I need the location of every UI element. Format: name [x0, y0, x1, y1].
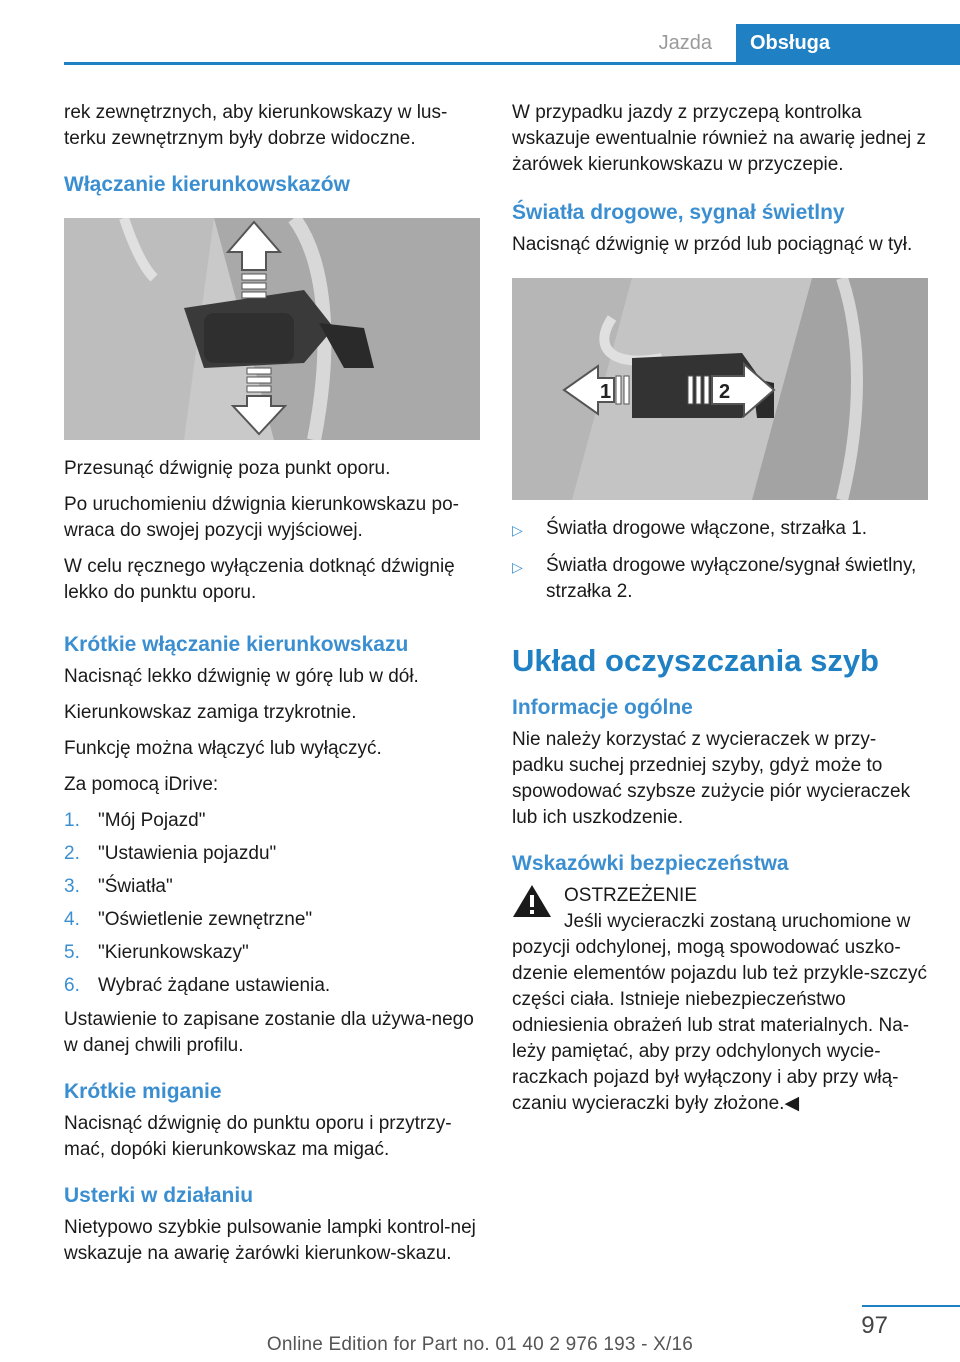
text-p3: W celu ręcznego wyłączenia dotknąć dźwignię lekko do punktu oporu. — [64, 556, 455, 603]
high-beam-list — [512, 516, 928, 605]
list-item — [512, 516, 928, 543]
text-trailer: W przypadku jazdy z przyczepą kontrolka wskazuje ewentualnie również na awarię jednej z żarówek kierunkowskazu w przyczepie. — [512, 102, 927, 175]
warning-text: pozycji odchylonej, mogą spowodować uszko‐dzenie elementów pojazdu lub też przykle‐szczyć części ciała. Istnieje niebezpieczeństwo odniesienia obrażeń lub strat materialnych. Na‐leży pamiętać, aby przy odchylonych wycie‐raczkach pojazd był wyłączony i aby przy włą‐czaniu wycieraczki były złożone.◀ — [512, 937, 928, 1114]
triangle-icon: ▷ — [512, 522, 523, 538]
step-text: "Ustawienia pojazdu" — [98, 843, 277, 864]
warning-title: OSTRZEŻENIE — [564, 885, 698, 906]
step-text: "Kierunkowskazy" — [98, 942, 249, 963]
warning-icon — [512, 883, 552, 919]
step-number: 3. — [64, 876, 80, 897]
heading-wlaczanie: Włączanie kierunkowskazów — [64, 173, 350, 196]
list-item — [64, 940, 480, 966]
text-p6: Funkcję można włączyć lub wyłączyć. — [64, 738, 382, 759]
tab-jazda[interactable]: Jazda — [658, 32, 712, 54]
heading-wskazowki: Wskazówki bezpieczeństwa — [512, 852, 789, 875]
heading-swiatla: Światła drogowe, sygnał świetlny — [512, 201, 845, 224]
step-number: 2. — [64, 843, 80, 864]
step-number: 4. — [64, 909, 80, 930]
text-informacje: Nie należy korzystać z wycieraczek w przy‐padku suchej przedniej szyby, gdyż może to spowodować szybsze zużycie piór wycieraczek lub ich uszkodzenie. — [512, 729, 911, 828]
bullet-text: Światła drogowe włączone, strzałka 1. — [546, 518, 868, 539]
list-item — [64, 808, 480, 834]
text-p9: Nacisnąć dźwignię do punktu oporu i przytrzy‐mać, dopóki kierunkowskaz ma migać. — [64, 1113, 452, 1160]
step-text: "Światła" — [98, 876, 173, 897]
turn-signal-lever-photo — [64, 218, 480, 440]
bullet-text: Światła drogowe wyłączone/sygnał świetlny, strzałka 2. — [546, 555, 917, 602]
idrive-steps — [64, 808, 480, 999]
page-number: 97 — [861, 1312, 888, 1339]
warning-first-line: Jeśli wycieraczki zostaną uruchomione w — [564, 911, 911, 932]
text-p7: Za pomocą iDrive: — [64, 774, 219, 795]
text-p4: Nacisnąć lekko dźwignię w górę lub w dół. — [64, 666, 419, 687]
list-item — [512, 553, 928, 605]
intro-text: rek zewnętrznych, aby kierunkowskazy w lus‐terku zewnętrznym były dobrze widoczne. — [64, 102, 448, 149]
step-number: 6. — [64, 975, 80, 996]
footer-rule — [862, 1305, 960, 1307]
tab-obsluga[interactable]: Obsługa — [736, 24, 960, 62]
heading-uklad: Układ oczyszczania szyb — [512, 643, 879, 678]
list-item — [64, 874, 480, 900]
list-item — [64, 841, 480, 867]
step-text: "Mój Pojazd" — [98, 810, 206, 831]
heading-usterki: Usterki w działaniu — [64, 1184, 254, 1207]
heading-informacje: Informacje ogólne — [512, 696, 693, 719]
text-p5: Kierunkowskaz zamiga trzykrotnie. — [64, 702, 357, 723]
list-item — [64, 973, 480, 999]
text-p1: Przesunąć dźwignię poza punkt oporu. — [64, 458, 391, 479]
warning-block — [512, 883, 928, 935]
step-number: 5. — [64, 942, 80, 963]
heading-miganie: Krótkie miganie — [64, 1080, 222, 1103]
arrow-label-1: 1 — [600, 381, 612, 403]
list-item — [64, 907, 480, 933]
arrow-label-2: 2 — [719, 381, 731, 403]
text-p2: Po uruchomieniu dźwignia kierunkowskazu po‐wraca do swojej pozycji wyjściowej. — [64, 494, 459, 541]
edition-footer: Online Edition for Part no. 01 40 2 976 193 - X/16 — [266, 1334, 694, 1355]
right-column — [512, 100, 928, 1127]
heading-krotkie: Krótkie włączanie kierunkowskazu — [64, 633, 409, 656]
step-text: Wybrać żądane ustawienia. — [98, 975, 331, 996]
left-column — [64, 100, 480, 1277]
step-text: "Oświetlenie zewnętrzne" — [98, 909, 313, 930]
text-p10: Nietypowo szybkie pulsowanie lampki kontrol‐nej wskazuje na awarię żarówki kierunkow‐skazu. — [64, 1217, 476, 1264]
text-p8: Ustawienie to zapisane zostanie dla używa‐nego w danej chwili profilu. — [64, 1009, 474, 1056]
high-beam-lever-photo — [512, 278, 928, 500]
triangle-icon: ▷ — [512, 559, 523, 575]
header-bar — [64, 24, 960, 65]
text-swiatla: Nacisnąć dźwignię w przód lub pociągnąć w tył. — [512, 234, 913, 255]
step-number: 1. — [64, 810, 80, 831]
